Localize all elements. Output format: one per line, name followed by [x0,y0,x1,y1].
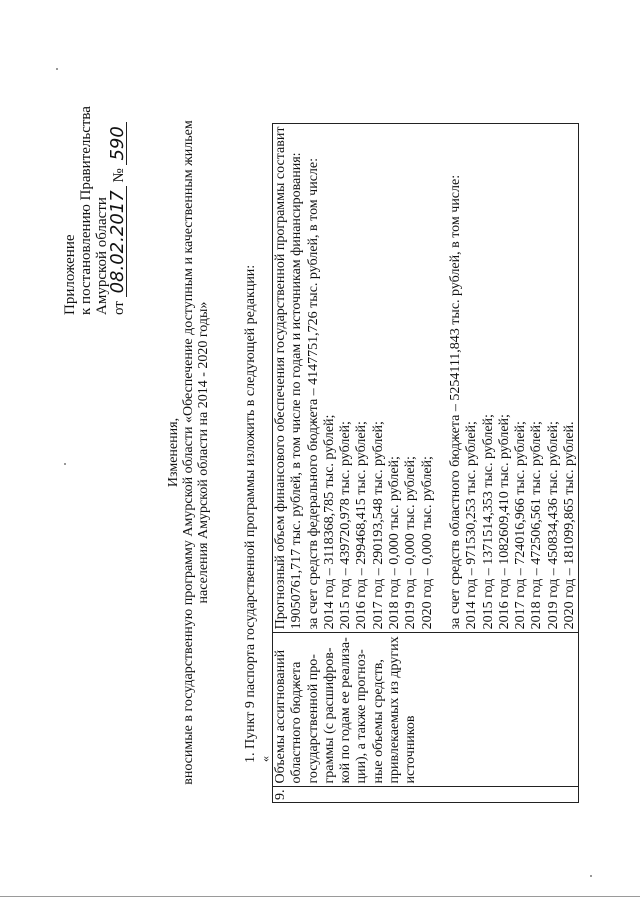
content-line: 2014 год – 3118368,785 тыс. рублей; [321,414,337,630]
label-line: государственной про- [305,654,321,784]
content-line: 2019 год – 0,000 тыс. рублей; [403,456,419,630]
scan-edge-line [0,896,640,897]
appendix-line: к постановлению Правительства [78,106,94,315]
label-line: Объемы ассигнований [273,649,288,784]
intro-paragraph: 1. Пункт 9 паспорта государственной программы изложить в следующей редакции: [243,264,258,763]
content-line: 2020 год – 0,000 тыс. рублей; [419,456,435,630]
label-line: областного бюджета [289,661,305,784]
handwritten-number: 590 [110,122,127,164]
scan-speck [590,875,592,877]
scan-speck [56,68,58,70]
content-line: за счет средств федерального бюджета – 4147751,726 тыс. рублей, в том числе: [305,158,321,630]
label-cell [273,633,579,787]
appendix-line: Приложение [62,234,78,315]
passport-table [272,123,579,803]
content-line: 2018 год – 472506,561 тыс. рублей; [529,421,545,630]
content-spacer [436,127,448,630]
row-number: 9. [273,789,288,800]
appendix-header [62,106,127,315]
content-line: 2015 год – 439720,978 тыс. рублей; [338,421,354,630]
label-line: источников [403,715,419,784]
label-line: ции), а также прогноз- [354,649,370,784]
content-line: 2014 год – 971530,253 тыс. рублей; [464,421,480,630]
opening-quote-mark: « [258,756,272,762]
content-line: 2019 год – 450834,436 тыс. рублей; [545,421,561,630]
content-line: 19050761,717 тыс. рублей, в том числе по годам и источникам финансирования: [289,152,305,630]
content-line: за счет средств областного бюджета – 5254111,843 тыс. рублей, в том числе: [447,174,463,630]
row-number-cell [273,787,579,803]
title-line: населения Амурской области на 2014 - 2020 годы» [196,301,211,604]
table-row [273,123,579,802]
title-line: Изменения, [166,417,181,488]
content-line: 2016 год – 1082609,410 тыс. рублей; [496,414,512,630]
date-prefix: от [111,301,127,315]
content-line: 2017 год – 290193,548 тыс. рублей; [370,421,386,630]
content-line: 2016 год – 299468,415 тыс. рублей; [354,421,370,630]
content-line: 2018 год – 0,000 тыс. рублей; [387,456,403,630]
label-line: ные объемы средств, [370,659,386,784]
content-line: 2015 год – 1371514,353 тыс. рублей; [480,414,496,630]
content-line: Прогнозный объем финансового обеспечения государственной программы составит [273,126,288,630]
content-cell [273,123,579,633]
label-line: кой по годам ее реализа- [338,637,354,784]
title-line: вносимые в государственную программу Амурской области «Обеспечение доступным и качественным жильем [181,120,196,785]
number-prefix: № [111,168,127,183]
appendix-line: Амурской области [94,197,110,315]
content-line: 2017 год – 724016,966 тыс. рублей; [513,421,529,630]
label-line: привлекаемых из других [387,636,403,784]
document-title [166,0,211,905]
content-line: 2020 год – 181099,865 тыс. рублей. [562,421,578,630]
label-line: граммы (с расшифров- [321,647,337,784]
handwritten-date: 08.02.2017 [110,186,127,297]
appendix-date-line [107,106,128,315]
scan-speck [64,463,66,465]
